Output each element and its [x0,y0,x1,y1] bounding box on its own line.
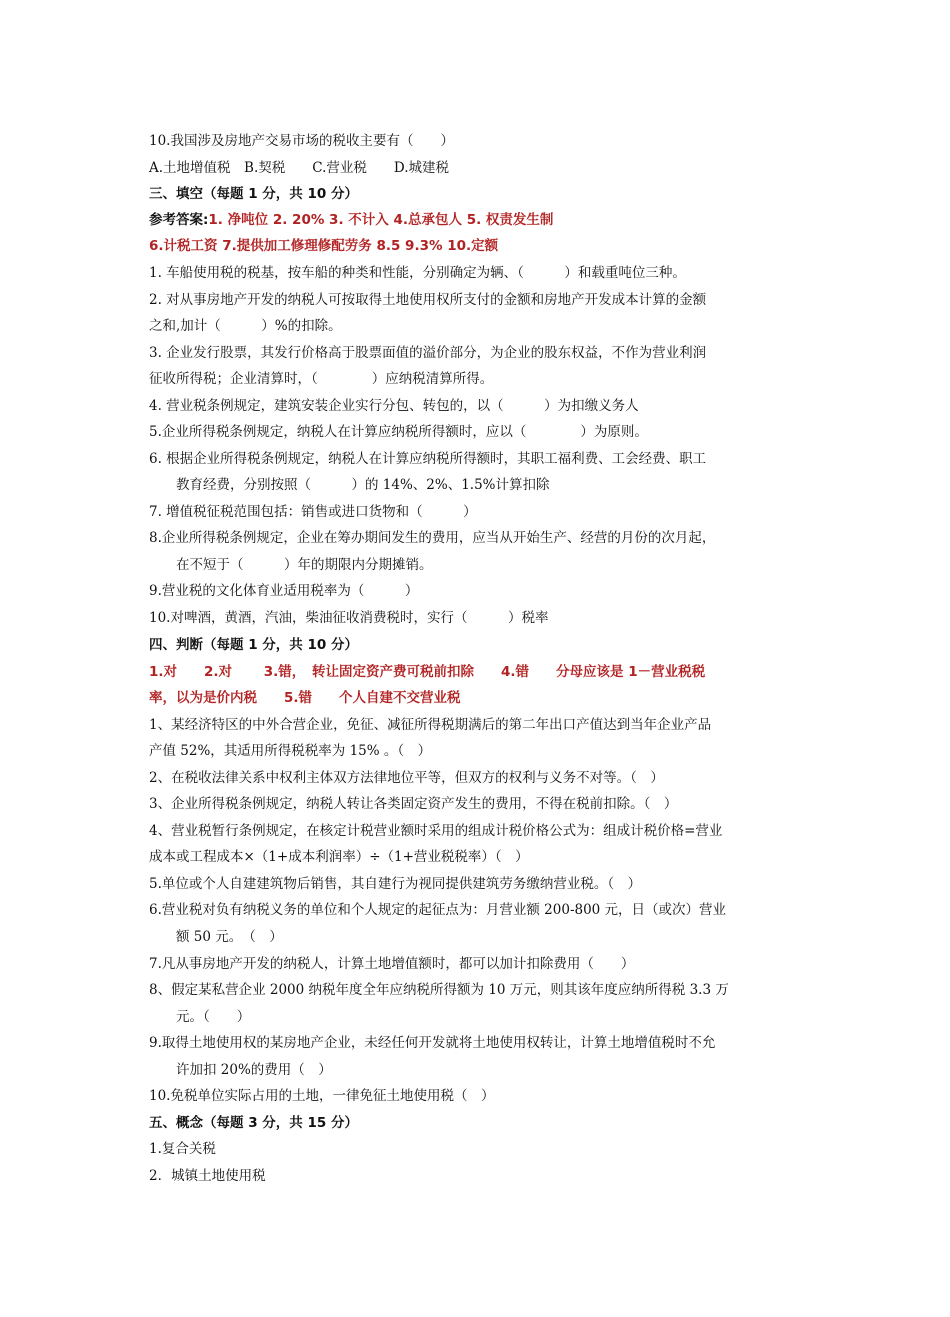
judgment-item: 3、企业所得税条例规定，纳税人转让各类固定资产发生的费用，不得在税前扣除。（ ） [149,796,678,812]
judgment-item: 产值 52%，其适用所得税税率为 15% 。（ ） [149,743,432,759]
section-4-answer-line-2: 率，以为是价内税 5.错 个人自建不交营业税 [149,690,461,706]
judgment-item: 1、某经济特区的中外合营企业，免征、减征所得税期满后的第二年出口产值达到当年企业产品 [149,717,712,733]
concept-item: 1.复合关税 [149,1141,216,1157]
fill-blank-item: 3. 企业发行股票，其发行价格高于股票面值的溢价部分，为企业的股东权益，不作为营业利润 [149,345,707,361]
judgment-item: 8、假定某私营企业 2000 纳税年度全年应纳税所得额为 10 万元，则其该年度应纳所得税 3.3 万 [149,982,729,998]
question-10-stem: 10.我国涉及房地产交易市场的税收主要有（ ） [149,133,454,149]
judgment-item: 10.免税单位实际占用的土地，一律免征土地使用税（ ） [149,1088,495,1104]
fill-blank-item: 4. 营业税条例规定，建筑安装企业实行分包、转包的，以（ ）为扣缴义务人 [149,398,639,414]
fill-blank-item: 1. 车船使用税的税基，按车船的种类和性能，分别确定为辆、（ ）和载重吨位三种。 [149,265,686,281]
section-5-title: 五、概念（每题 3 分，共 15 分） [149,1115,358,1131]
fill-blank-item: 7. 增值税征税范围包括：销售或进口货物和（ ） [149,504,477,520]
judgment-item: 4、营业税暂行条例规定，在核定计税营业额时采用的组成计税价格公式为：组成计税价格=营业 [149,823,723,839]
judgment-item: 7.凡从事房地产开发的纳税人，计算土地增值额时，都可以加计扣除费用（ ） [149,956,635,972]
concept-item: 2．城镇土地使用税 [149,1168,266,1184]
judgment-item: 6.营业税对负有纳税义务的单位和个人规定的起征点为：月营业额 200-800 元，日（或次）营业 [149,902,727,918]
answer-text: 1. 净吨位 2. 20% 3. 不计入 4.总承包人 5. 权责发生制 [208,212,554,228]
judgment-item: 额 50 元。 （ ） [176,929,283,945]
judgment-item: 5.单位或个人自建建筑物后销售，其自建行为视同提供建筑劳务缴纳营业税。（ ） [149,876,642,892]
section-3-answer-line-2: 6.计税工资 7.提供加工修理修配劳务 8.5 9.3% 10.定额 [149,238,499,254]
fill-blank-item: 征收所得税；企业清算时，（ ）应纳税清算所得。 [149,371,494,387]
fill-blank-item: 在不短于（ ）年的期限内分期摊销。 [176,557,433,573]
section-4-title: 四、判断（每题 1 分，共 10 分） [149,637,358,653]
fill-blank-item: 9.营业税的文化体育业适用税率为（ ） [149,583,419,599]
fill-blank-item: 之和,加计（ ）%的扣除。 [149,318,342,334]
section-4-answer-line-1: 1.对 2.对 3.错， 转让固定资产费可税前扣除 4.错 分母应该是 1－营业税税 [149,664,706,680]
fill-blank-item: 8.企业所得税条例规定，企业在筹办期间发生的费用，应当从开始生产、经营的月份的次月起， [149,530,716,546]
judgment-item: 2、在税收法律关系中权利主体双方法律地位平等，但双方的权利与义务不对等。（ ） [149,770,664,786]
judgment-item: 9.取得土地使用权的某房地产企业，未经任何开发就将土地使用权转让，计算土地增值税时不允 [149,1035,716,1051]
fill-blank-item: 2. 对从事房地产开发的纳税人可按取得土地使用权所支付的金额和房地产开发成本计算的金额 [149,292,707,308]
fill-blank-item: 10.对啤酒，黄酒，汽油，柴油征收消费税时，实行（ ）税率 [149,610,549,626]
fill-blank-item: 教育经费，分别按照（ ）的 14%、2%、1.5%计算扣除 [176,477,550,493]
answer-label: 参考答案: [149,212,209,228]
judgment-item: 元。（ ） [176,1009,251,1025]
section-3-title: 三、填空（每题 1 分，共 10 分） [149,186,358,202]
judgment-item: 成本或工程成本×（1+成本利润率）÷（1+营业税税率）（ ） [149,849,529,865]
section-3-answer-line-1 [149,211,809,229]
fill-blank-item: 6. 根据企业所得税条例规定，纳税人在计算应纳税所得额时，其职工福利费、工会经费、职工 [149,451,707,467]
question-10-options: A.土地增值税 B.契税 C.营业税 D.城建税 [149,160,450,176]
fill-blank-item: 5.企业所得税条例规定，纳税人在计算应纳税所得额时，应以（ ）为原则。 [149,424,648,440]
judgment-item: 许加扣 20%的费用（ ） [176,1062,332,1078]
